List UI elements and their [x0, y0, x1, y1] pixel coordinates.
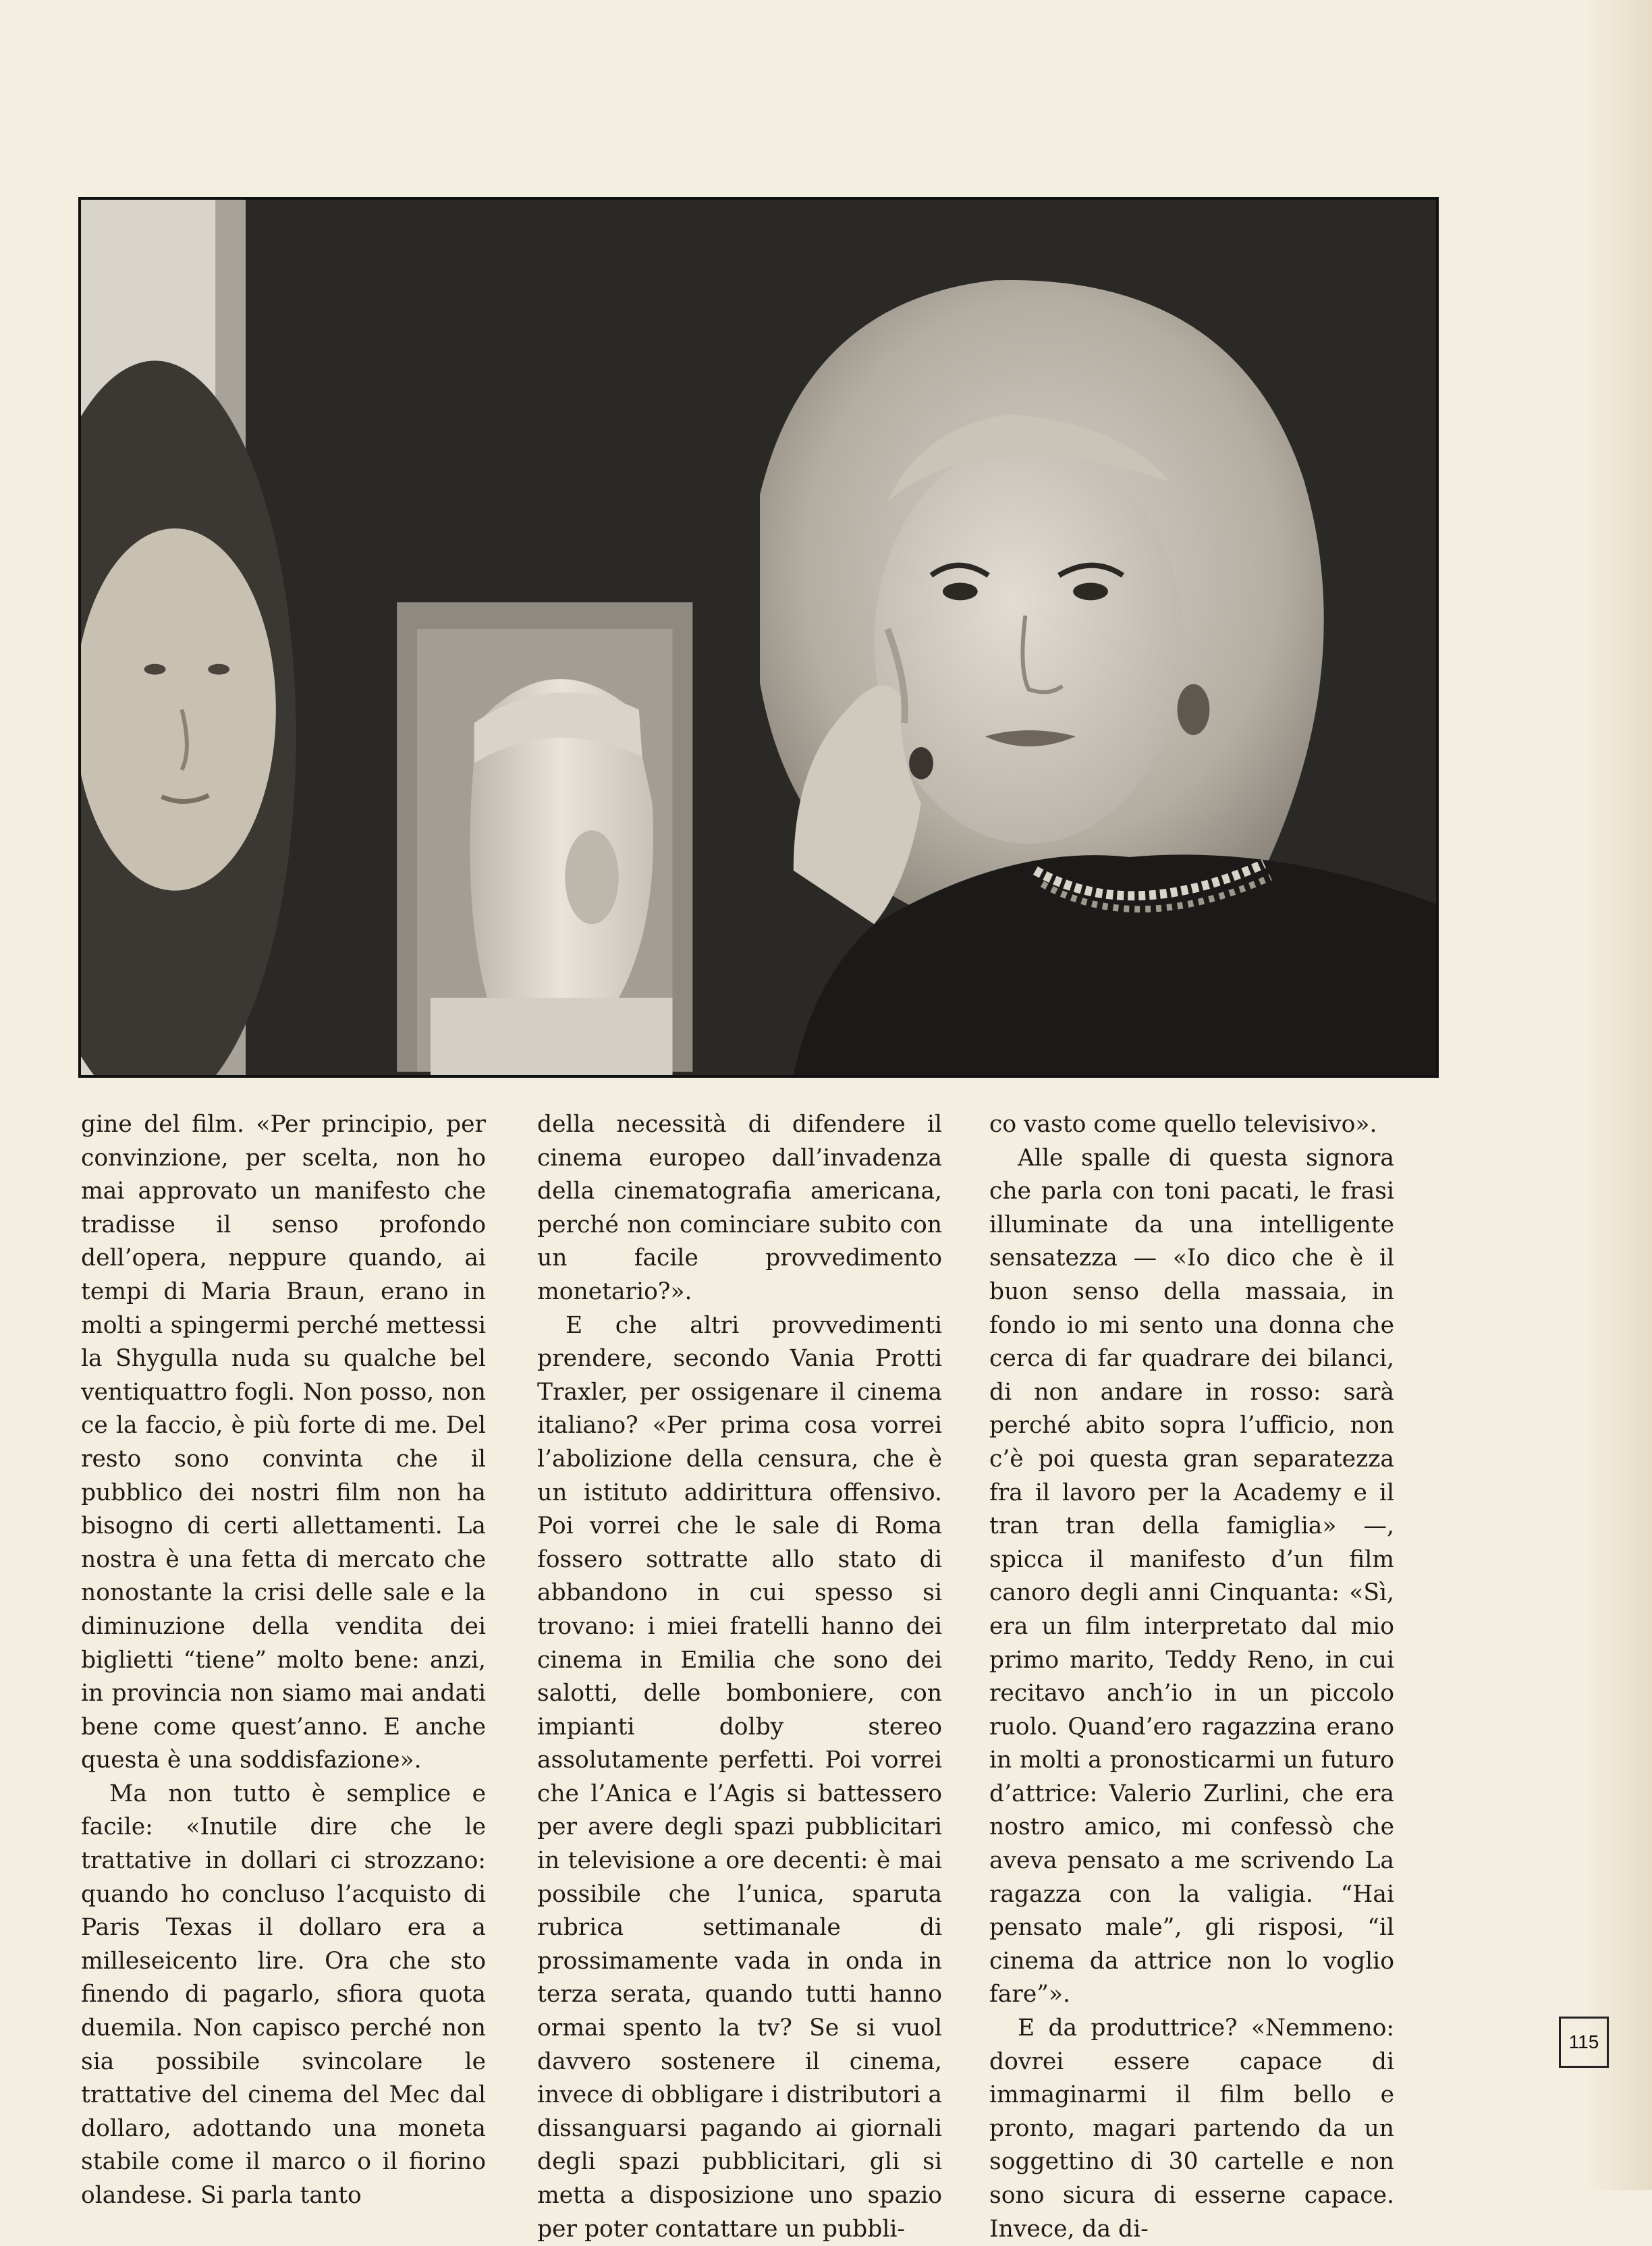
- paragraph: E che altri provvedimenti prendere, secondo Vania Protti Traxler, per ossigenare il cinema italiano? «Per prima cosa vorrei l’abolizione della censura, che è un istituto addirittura offensivo. Poi vorrei che le sale di Roma fossero sottratte allo stato di abbandono in cui spesso si trovano: i miei fratelli hanno dei cinema in Emilia che sono dei salotti, delle bomboniere, con impianti dolby stereo assolutamente perfetti. Poi vorrei che l’Anica e l’Agis si battessero per avere degli spazi pubblicitari in televisione a ore decenti: è mai possibile che l’unica, sparuta rubrica settimanale di prossimamente vada in onda in terza serata, quando tutti hanno ormai spento la tv? Se si vuol davvero sostenere il cinema, invece di obbligare i distributori a dissanguarsi pagando ai giornali degli spazi pubblicitari, gli si metta a disposizione uno spazio per poter contattare un pubbli-: [537, 1311, 942, 2243]
- paragraph: della necessità di difendere il cinema europeo dall’invadenza della cinematografia americana, perché non cominciare subito con un facile provvedimento monetario?».: [537, 1111, 942, 1305]
- text-column-1: [81, 1108, 486, 2213]
- text-column-2: [537, 1108, 942, 2246]
- paragraph: Alle spalle di questa signora che parla con toni pacati, le frasi illuminate da una intelligente sensatezza — «Io dico che è il buon senso della massaia, in fondo io mi sento una donna che cerca di far quadrare dei bilanci, di non andare in rosso: sarà perché abito sopra l’ufficio, non c’è poi questa gran separatezza fra il lavoro per la Academy e il tran tran della famiglia» —, spicca il manifesto d’un film canoro degli anni Cinquanta: «Sì, era un film interpretato dal mio primo marito, Teddy Reno, in cui recitavo anch’io in un piccolo ruolo. Quand’ero ragazzina erano in molti a pronosticarmi un futuro d’attrice: Valerio Zurlini, che era nostro amico, mi confessò che aveva pensato a me scrivendo La ragazza con la valigia. “Hai pensato male”, gli risposi, “il cinema da attrice non lo voglio fare”».: [989, 1144, 1394, 2008]
- paragraph: E da produttrice? «Nemmeno: dovrei essere capace di immaginarmi il film bello e pronto, magari partendo da un soggettino di 30 cartelle e non sono sicura di esserne capace. Invece, da di-: [989, 2015, 1394, 2243]
- portrait-photo: [78, 197, 1439, 1078]
- text-column-3: [989, 1108, 1394, 2246]
- page-edge: [1586, 0, 1652, 2190]
- paragraph: Ma non tutto è semplice e facile: «Inutile dire che le trattative in dollari ci strozzano: quando ho concluso l’acquisto di Paris Texas il dollaro era a milleseicento lire. Ora che sto finendo di pagarlo, sfiora quota duemila. Non capisco perché non sia possibile svincolare le trattative del cinema del Mec dal dollaro, adottando una moneta stabile come il marco o il fiorino olandese. Si parla tanto: [81, 1780, 486, 2209]
- page-number: 115: [1559, 2017, 1609, 2068]
- paragraph: gine del film. «Per principio, per convinzione, per scelta, non ho mai approvato un manifesto che tradisse il senso profondo dell’opera, neppure quando, ai tempi di Maria Braun, erano in molti a spingermi perché mettessi la Shygulla nuda su qualche bel ventiquattro fogli. Non posso, non ce la faccio, è più forte di me. Del resto sono convinta che il pubblico dei nostri film non ha bisogno di certi allettamenti. La nostra è una fetta di mercato che nonostante la crisi delle sale e la diminuzione della vendita dei biglietti “tiene” molto bene: anzi, in provincia non siamo mai andati bene come quest’anno. E anche questa è una soddisfazione».: [81, 1111, 486, 1774]
- paragraph: co vasto come quello televisivo».: [989, 1111, 1377, 1138]
- photo-illustration: [81, 200, 1436, 1075]
